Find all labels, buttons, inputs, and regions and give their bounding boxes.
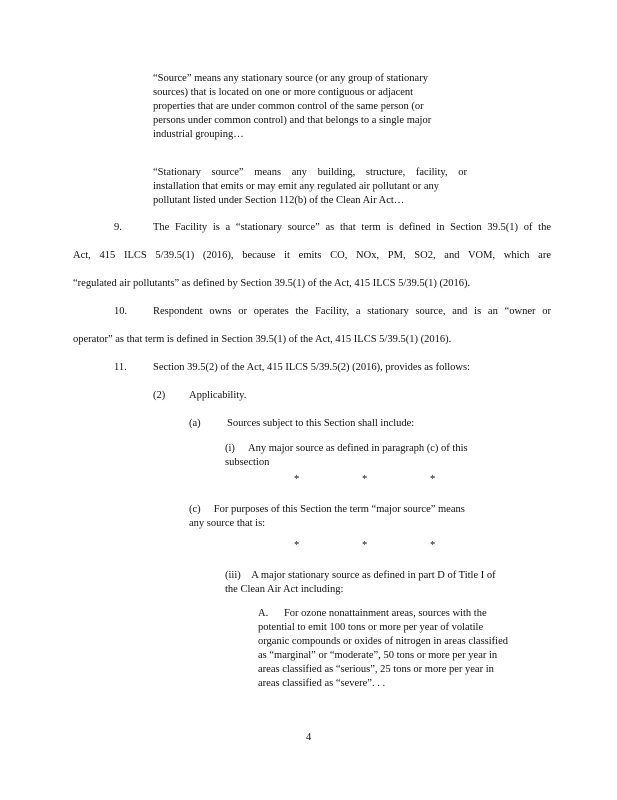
item-i-line-1: [225, 442, 468, 456]
omission-star: *: [362, 474, 368, 485]
quote-line: properties that are under common control of the same person (or: [153, 101, 424, 112]
item-A-line: as “marginal” or “moderate”, 50 tons or more per year in: [258, 650, 498, 661]
omission-star: *: [362, 540, 368, 551]
paragraph-9-line-1: The Facility is a “stationary source” as that term is defined in Section 39.5(1) of the: [153, 222, 551, 233]
quote-line: persons under common control) and that belongs to a single major: [153, 115, 432, 126]
quote-line: industrial grouping…: [153, 129, 244, 140]
item-c-block: [189, 503, 465, 531]
item-A-line: potential to emit 100 tons or more per year of volatile: [258, 622, 484, 633]
page-number: 4: [306, 732, 312, 743]
applicability-heading: Applicability.: [189, 390, 247, 401]
quote-line: installation that emits or may emit any regulated air pollutant or any: [153, 181, 440, 192]
item-a-text: Sources subject to this Section shall include:: [227, 418, 415, 429]
item-iii-block: [225, 569, 496, 597]
item-a-number: (a): [189, 418, 201, 429]
item-A-line-1: [258, 607, 508, 621]
item-A-number: A.: [258, 608, 269, 619]
item-i-text: Any major source as defined in paragraph (c) of this: [248, 443, 468, 454]
item-A-line: organic compounds or oxides of nitrogen in areas classified: [258, 636, 508, 647]
paragraph-10-line-2: operator” as that term is defined in Section 39.5(1) of the Act, 415 ILCS 5/39.5(1) (2016).: [73, 334, 452, 345]
quote-line: “Stationary source” means any building, structure, facility, or: [153, 167, 467, 178]
item-A-line: areas classified as “serious”, 25 tons or more per year in: [258, 664, 494, 675]
quote-line: “Source” means any stationary source (or any group of stationary: [153, 73, 428, 84]
item-i-line-2: subsection: [225, 457, 270, 468]
item-iii-number: (iii): [225, 570, 241, 581]
quote-stationary-source-definition: [153, 166, 467, 208]
omission-star: *: [294, 540, 300, 551]
item-c-line-2: any source that is:: [189, 518, 266, 529]
paragraph-10-number: 10.: [114, 306, 128, 317]
applicability-number: (2): [153, 390, 166, 401]
item-c-number: (c): [189, 504, 201, 515]
item-A-text: For ozone nonattainment areas, sources with the: [283, 608, 487, 619]
omission-star: *: [430, 474, 436, 485]
omission-star: *: [294, 474, 300, 485]
item-c-line-1: [189, 503, 465, 517]
item-A-line: areas classified as “severe”. . .: [258, 678, 386, 689]
item-iii-text: A major stationary source as defined in part D of Title I of: [251, 570, 496, 581]
omission-star: *: [430, 540, 436, 551]
quote-source-definition: [153, 72, 431, 142]
paragraph-9-number: 9.: [114, 222, 122, 233]
item-c-text: For purposes of this Section the term “major source” means: [213, 504, 465, 515]
item-i-number: (i): [225, 443, 235, 454]
paragraph-9-line-3: “regulated air pollutants” as defined by Section 39.5(1) of the Act, 415 ILCS 5/39.5(1) (2016).: [73, 278, 471, 289]
paragraph-11-number: 11.: [114, 362, 127, 373]
item-A-block: [258, 607, 508, 691]
item-iii-line-1: [225, 569, 496, 583]
quote-line: pollutant listed under Section 112(b) of the Clean Air Act…: [153, 195, 405, 206]
paragraph-11-line-1: Section 39.5(2) of the Act, 415 ILCS 5/39.5(2) (2016), provides as follows:: [153, 362, 470, 373]
paragraph-9-line-2: Act, 415 ILCS 5/39.5(1) (2016), because it emits CO, NOx, PM, SO2, and VOM, which are: [73, 250, 551, 261]
paragraph-10-line-1: Respondent owns or operates the Facility, a stationary source, and is an “owner or: [153, 306, 551, 317]
item-i-block: [225, 442, 468, 470]
item-iii-line-2: the Clean Air Act including:: [225, 584, 344, 595]
quote-line: sources) that is located on one or more contiguous or adjacent: [153, 87, 414, 98]
